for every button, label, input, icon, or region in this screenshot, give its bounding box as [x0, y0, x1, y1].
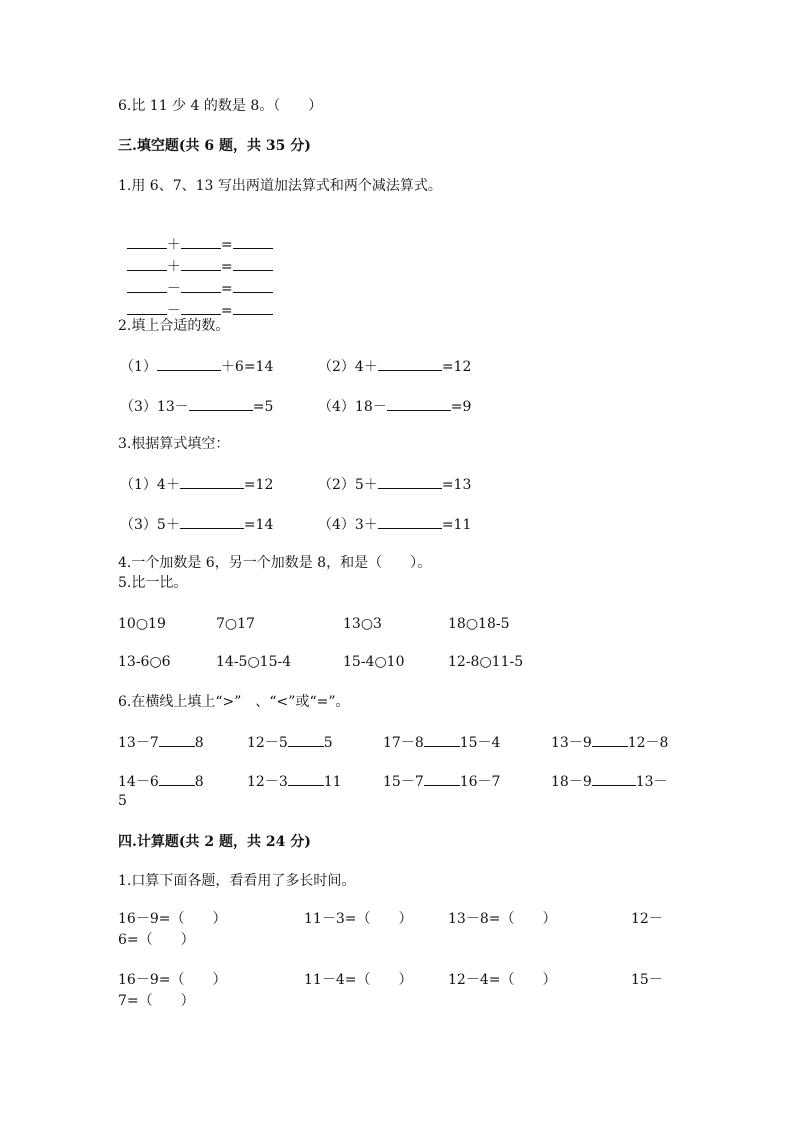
judge-question-6: 6.比 11 少 4 的数是 8。（ ） — [118, 98, 323, 114]
s3-q2-prompt: 2.填上合适的数。 — [118, 318, 230, 334]
symbol-fill-item: 18－9 13－ — [551, 771, 668, 792]
answer-blank[interactable] — [157, 356, 221, 371]
s3-q2-item: （4）18－ =9 — [318, 396, 471, 417]
mental-math-item: 12－4=（ ） — [448, 972, 557, 988]
answer-blank[interactable] — [233, 300, 273, 315]
s3-q2-item: （2）4＋ =12 — [318, 356, 471, 377]
compare-item: 12-8○11-5 — [448, 654, 524, 670]
equals-sign: = — [220, 281, 233, 297]
symbol-fill-item: 12－5 5 — [247, 732, 333, 753]
answer-blank[interactable] — [424, 771, 460, 786]
s3-q4: 4.一个加数是 6，另一个加数是 8，和是（ ）。 — [118, 555, 432, 571]
mental-math-item: 13－8=（ ） — [448, 911, 557, 927]
equals-sign: = — [220, 259, 233, 275]
answer-blank[interactable] — [127, 300, 167, 315]
operator: ＋ — [166, 237, 181, 253]
answer-blank[interactable] — [180, 514, 244, 529]
answer-blank[interactable] — [159, 732, 195, 747]
mental-math-item: 16－9=（ ） — [118, 911, 227, 927]
symbol-fill-item: 13－7 8 — [118, 732, 204, 753]
compare-item: 13○3 — [343, 616, 382, 632]
s3-q1-eq-row — [118, 280, 273, 321]
s3-q1-prompt: 1.用 6、7、13 写出两道加法算式和两个减法算式。 — [118, 178, 442, 194]
wrapped-text: 6=（ ） — [118, 932, 195, 948]
s3-q5-prompt: 5.比一比。 — [118, 575, 188, 591]
mental-math-item: 15－ — [631, 972, 663, 988]
answer-blank[interactable] — [288, 771, 324, 786]
operator: － — [166, 281, 181, 297]
answer-blank[interactable] — [378, 514, 442, 529]
answer-blank[interactable] — [180, 474, 244, 489]
answer-blank[interactable] — [592, 732, 628, 747]
mental-math-item: 12－ — [631, 911, 663, 927]
answer-blank[interactable] — [424, 732, 460, 747]
answer-blank[interactable] — [378, 356, 442, 371]
s3-q3-prompt: 3.根据算式填空： — [118, 436, 230, 452]
s4-q1-prompt: 1.口算下面各题，看看用了多长时间。 — [118, 873, 356, 889]
symbol-fill-item: 12－3 11 — [247, 771, 342, 792]
compare-item: 7○17 — [216, 616, 255, 632]
answer-blank[interactable] — [181, 300, 221, 315]
symbol-fill-item: 13－9 12－8 — [551, 732, 668, 753]
mental-math-item: 11－3=（ ） — [304, 911, 413, 927]
wrapped-text: 7=（ ） — [118, 993, 195, 1009]
answer-blank[interactable] — [592, 771, 636, 786]
symbol-fill-item: 17－8 15－4 — [383, 732, 500, 753]
s3-q3-item: （1）4＋ =12 — [120, 474, 273, 495]
compare-item: 10○19 — [118, 616, 166, 632]
operator: － — [166, 303, 181, 319]
operator: ＋ — [166, 259, 181, 275]
s3-q6-prompt: 6.在横线上填上“>” 、“<”或“=”。 — [118, 694, 350, 710]
s3-q3-item: （4）3＋ =11 — [318, 514, 471, 535]
equals-sign: = — [220, 303, 233, 319]
compare-item: 15-4○10 — [343, 654, 405, 670]
compare-item: 14-5○15-4 — [216, 654, 292, 670]
compare-item: 13-6○6 — [118, 654, 171, 670]
mental-math-item: 16－9=（ ） — [118, 972, 227, 988]
answer-blank[interactable] — [159, 771, 195, 786]
equals-sign: = — [220, 237, 233, 253]
wrapped-text: 5 — [118, 793, 127, 809]
answer-blank[interactable] — [387, 396, 451, 411]
symbol-fill-item: 15－7 16－7 — [383, 771, 500, 792]
answer-blank[interactable] — [378, 474, 442, 489]
answer-blank[interactable] — [189, 396, 253, 411]
section-4-title: 四.计算题(共 2 题，共 24 分) — [118, 834, 311, 850]
s3-q3-item: （2）5＋ =13 — [318, 474, 471, 495]
s3-q2-item: （3）13－ =5 — [120, 396, 273, 417]
answer-blank[interactable] — [288, 732, 324, 747]
s3-q3-item: （3）5＋ =14 — [120, 514, 273, 535]
compare-item: 18○18-5 — [448, 616, 510, 632]
s3-q2-item: （1） ＋6=14 — [120, 356, 273, 377]
mental-math-item: 11－4=（ ） — [304, 972, 413, 988]
symbol-fill-item: 14－6 8 — [118, 771, 204, 792]
section-3-title: 三.填空题(共 6 题，共 35 分) — [118, 138, 311, 154]
